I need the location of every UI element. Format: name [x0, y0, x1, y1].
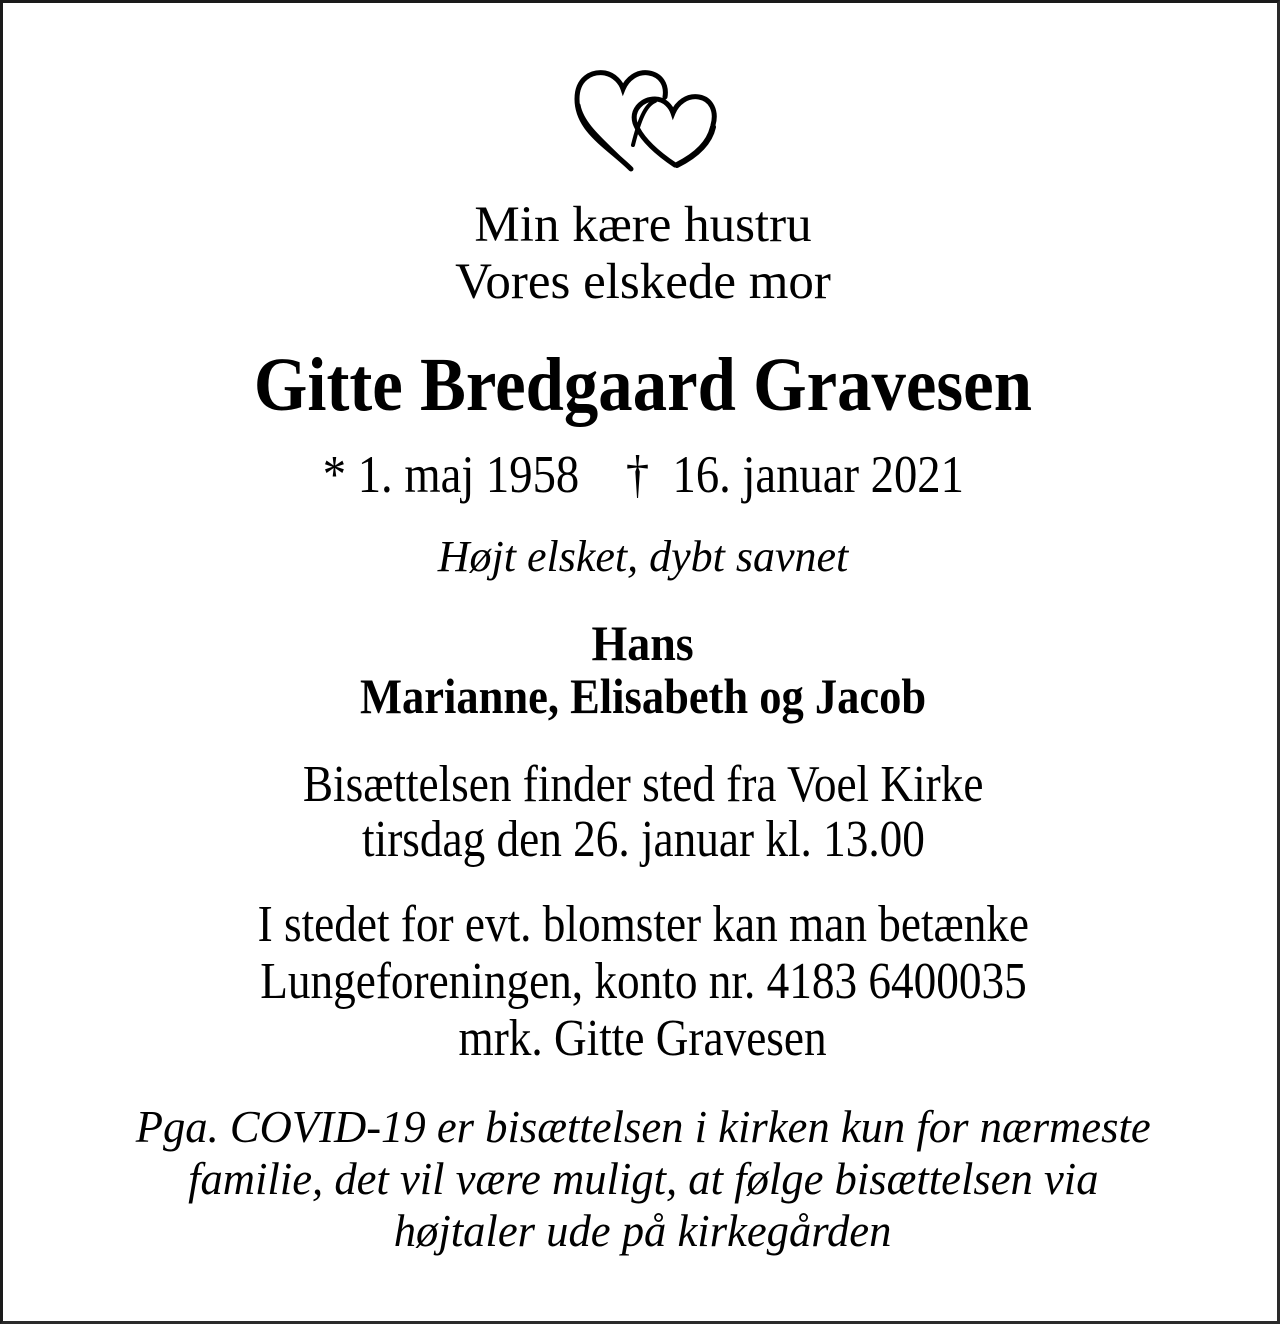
tagline-text: Højt elsket, dybt savnet: [437, 532, 849, 581]
donation-line: [3, 1010, 1280, 1067]
covid-note-text: Pga. COVID-19 er bisættelsen i kirken kun for nærmeste: [135, 1101, 1151, 1152]
covid-note-text: højtaler ude på kirkegården: [394, 1205, 892, 1256]
intro-line: [3, 254, 1280, 310]
deceased-name-text: Gitte Bredgaard Gravesen: [253, 343, 1033, 427]
funeral-text: Bisættelsen finder sted fra Voel Kirke: [302, 756, 984, 813]
mourner-text: Hans: [591, 615, 695, 671]
donation-text: mrk. Gitte Gravesen: [458, 1010, 828, 1067]
intro-line-text: Min kære hustru: [474, 197, 812, 253]
covid-note-text: familie, det vil være muligt, at følge bisættelsen via: [187, 1153, 1099, 1204]
donation-text: I stedet for evt. blomster kan man betænke: [257, 896, 1029, 953]
mourner-line: [3, 615, 1280, 671]
funeral-text: tirsdag den 26. januar kl. 13.00: [361, 811, 925, 868]
intro-line: [3, 197, 1280, 253]
donation-text: Lungeforeningen, konto nr. 4183 6400035: [259, 953, 1027, 1010]
mourner-text: Marianne, Elisabeth og Jacob: [359, 668, 927, 724]
double-heart-icon: [569, 61, 719, 173]
life-dates-text: * 1. maj 1958 † 16. januar 2021: [322, 446, 964, 504]
deceased-name: [3, 343, 1280, 427]
funeral-line: [3, 811, 1280, 868]
intro-line-text: Vores elskede mor: [455, 254, 831, 310]
donation-line: [3, 953, 1280, 1010]
covid-note-line: [3, 1153, 1280, 1204]
covid-note-line: [3, 1205, 1280, 1256]
life-dates: [3, 446, 1280, 504]
mourner-line: [3, 668, 1280, 724]
donation-line: [3, 896, 1280, 953]
funeral-line: [3, 756, 1280, 813]
covid-note-line: [3, 1101, 1280, 1152]
tagline: [3, 532, 1280, 581]
